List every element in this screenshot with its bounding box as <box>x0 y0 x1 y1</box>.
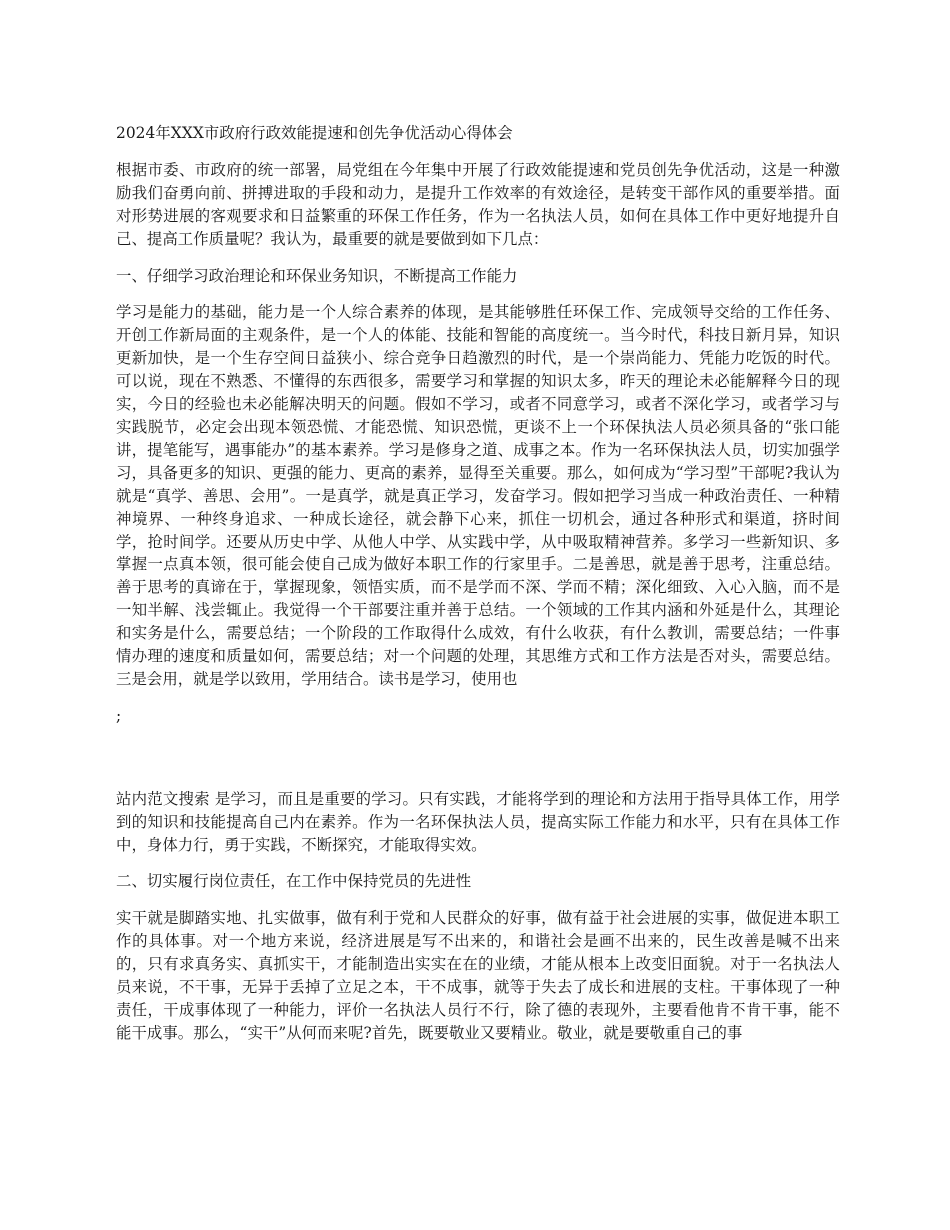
semicolon-line: ; <box>116 706 122 725</box>
document-page <box>116 122 840 1059</box>
section-2-paragraph: 实干就是脚踏实地、扎实做事，做有利于党和人民群众的好事，做有益于社会进展的实事，做促进本职工作的具体事。对一个地方来说，经济进展是写不出来的，和谐社会是画不出来的，民生改善是喊不出来的，只有求真务实、真抓实干，才能制造出实实在在的业绩，才能从根本上改变旧面貌。对于一名执法人员来说，不干事，无异于丢掉了立足之本，干不成事，就等于失去了成长和进展的支柱。干事体现了一种责任，干成事体现了一种能力，评价一名执法人员行不行，除了德的表现外，主要看他肯不肯干事，能不能干成事。那么，“实干”从何而来呢?首先，既要敬业又要精业。敬业，就是要敬重自己的事 <box>116 909 840 1042</box>
section-1-paragraph: 学习是能力的基础，能力是一个人综合素养的体现，是其能够胜任环保工作、完成领导交给的工作任务、开创工作新局面的主观条件，是一个人的体能、技能和智能的高度统一。当今时代，科技日新月异，知识更新加快，是一个生存空间日益狭小、综合竞争日趋激烈的时代，是一个崇尚能力、凭能力吃饭的时代。可以说，现在不熟悉、不懂得的东西很多，需要学习和掌握的知识太多，昨天的理论未必能解释今日的现实，今日的经验也未必能解决明天的问题。假如不学习，或者不同意学习，或者不深化学习，或者学习与实践脱节，必定会出现本领恐慌、才能恐慌、知识恐慌，更谈不上一个环保执法人员必须具备的“张口能讲，提笔能写，遇事能办”的基本素养。学习是修身之道、成事之本。作为一名环保执法人员，切实加强学习，具备更多的知识、更强的能力、更高的素养，显得至关重要。那么，如何成为“学习型”干部呢?我认为就是“真学、善思、会用”。一是真学，就是真正学习，发奋学习。假如把学习当成一种政治责任、一种精神境界、一种终身追求、一种成长途径，就会静下心来，抓住一切机会，通过各种形式和渠道，挤时间学，抢时间学。还要从历史中学、从他人中学、从实践中学，从中吸取精神营养。多学习一些新知识、多掌握一点真本领，很可能会使自己成为做好本职工作的行家里手。二是善思，就是善于思考，注重总结。善于思考的真谛在于，掌握现象，领悟实质，而不是学而不深、学而不精；深化细致、入心入脑，而不是一知半解、浅尝辄止。我觉得一个干部要注重并善于总结。一个领域的工作其内涵和外延是什么，其理论和实务是什么，需要总结；一个阶段的工作取得什么成效，有什么收获，有什么教训，需要总结；一件事情办理的速度和质量如何，需要总结；对一个问题的处理，其思维方式和工作方法是否对头，需要总结。三是会用，就是学以致用，学用结合。读书是学习，使用也 <box>116 303 840 688</box>
continuation-paragraph: 站内范文搜索 是学习，而且是重要的学习。只有实践，才能将学到的理论和方法用于指导具体工作，用学到的知识和技能提高自己内在素养。作为一名环保执法人员，提高实际工作能力和水平，只有在具体工作中，身体力行，勇于实践，不断探究，才能取得实效。 <box>116 789 840 854</box>
intro-paragraph: 根据市委、市政府的统一部署，局党组在今年集中开展了行政效能提速和党员创先争优活动，这是一种激励我们奋勇向前、拼搏进取的手段和动力，是提升工作效率的有效途径，是转变干部作风的重要举措。面对形势进展的客观要求和日益繁重的环保工作任务，作为一名执法人员，如何在具体工作中更好地提升自己、提高工作质量呢？我认为，最重要的就是要做到如下几点： <box>116 160 840 248</box>
section-2-heading: 二、切实履行岗位责任，在工作中保持党员的先进性 <box>116 872 472 891</box>
document-title: 2024年XXX市政府行政效能提速和创先争优活动心得体会 <box>116 124 513 142</box>
section-1-heading: 一、仔细学习政治理论和环保业务知识，不断提高工作能力 <box>116 266 518 285</box>
